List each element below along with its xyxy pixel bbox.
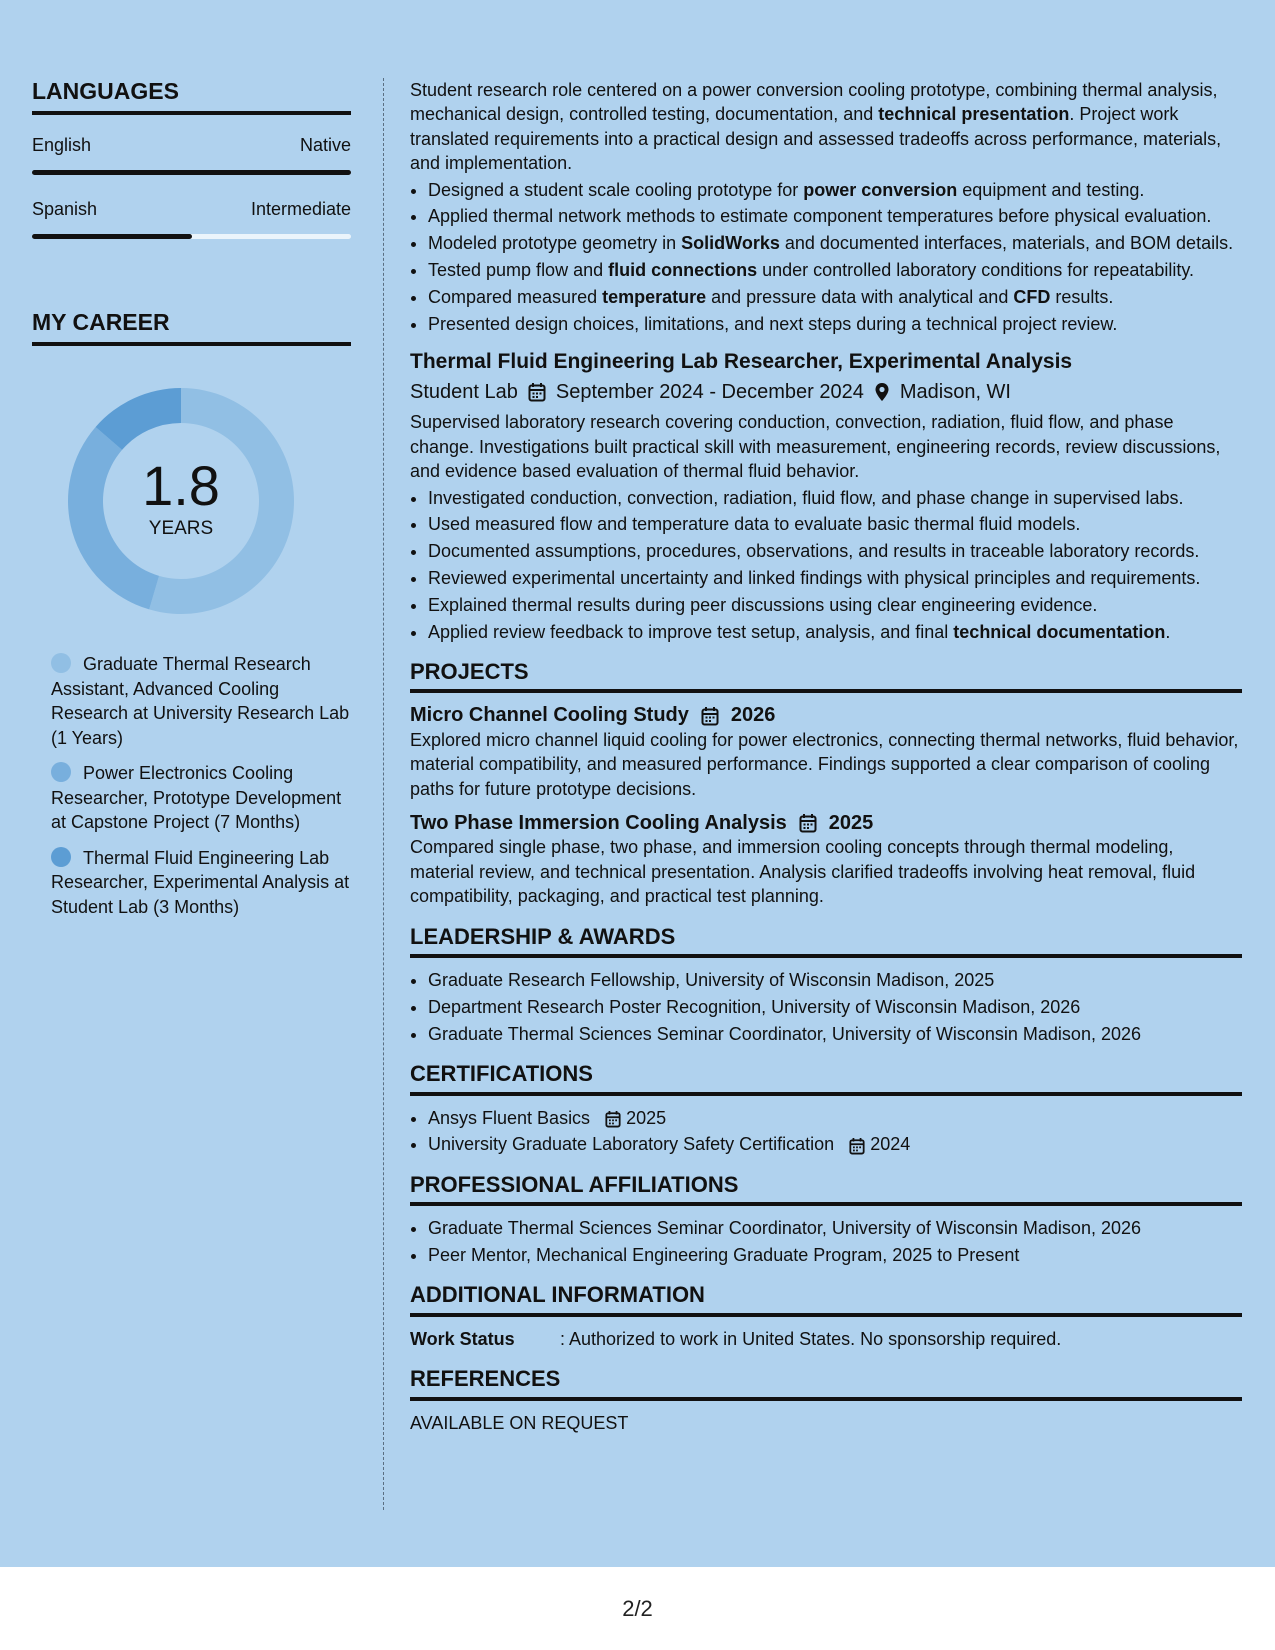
job2-meta bbox=[410, 380, 1242, 404]
leadership-list bbox=[410, 968, 1242, 1046]
affiliations-heading: PROFESSIONAL AFFILIATIONS bbox=[410, 1173, 1242, 1206]
affiliation-item: • Graduate Thermal Sciences Seminar Coordinator, University of Wisconsin Madison, 2026 bbox=[428, 1216, 1242, 1240]
bullet-item: • Tested pump flow and fluid connections under controlled laboratory conditions for repeatability. bbox=[428, 258, 1242, 282]
career-item bbox=[51, 846, 351, 920]
bullet-item: • Compared measured temperature and pressure data with analytical and CFD results. bbox=[428, 285, 1242, 309]
calendar-icon bbox=[605, 1110, 621, 1128]
project-desc: Compared single phase, two phase, and immersion cooling concepts through thermal modeling, material review, and technical presentation. Analysis clarified tradeoffs involving heat removal, fluid compatibility, packaging, and practical test planning. bbox=[410, 837, 1196, 907]
language-item-spanish bbox=[32, 199, 351, 239]
language-bar-fill bbox=[32, 234, 192, 239]
project-desc: Explored micro channel liquid cooling for power electronics, connecting thermal networks, fluid behavior, material compatibility, and measured performance. Findings supported a clear comparison of cooling paths for future prototype decisions. bbox=[410, 729, 1239, 799]
location-pin-icon bbox=[874, 382, 890, 402]
page-number: 2/2 bbox=[622, 1596, 653, 1621]
project-item bbox=[410, 703, 1242, 801]
job-intro: Student research role centered on a power conversion cooling prototype, combining thermal analysis, mechanical design, controlled testing, documentation, and technical presentation. Project work translated requirements into a practical design and assessed tradeoffs across performance, materials, and implementation. bbox=[410, 80, 1222, 174]
project-name: Micro Channel Cooling Study bbox=[410, 704, 689, 727]
work-status-value: : Authorized to work in United States. No sponsorship required. bbox=[560, 1328, 1062, 1349]
certifications-list bbox=[410, 1106, 1242, 1157]
right-column bbox=[410, 78, 1242, 1435]
affiliations-list bbox=[410, 1216, 1242, 1267]
bullet-item: • Investigated conduction, convection, radiation, fluid flow, and phase change in supervised labs. bbox=[428, 486, 1242, 510]
leadership-item: • Graduate Thermal Sciences Seminar Coordinator, University of Wisconsin Madison, 2026 bbox=[428, 1022, 1242, 1046]
bullet-item: • Designed a student scale cooling prototype for power conversion equipment and testing. bbox=[428, 178, 1242, 202]
language-level: Intermediate bbox=[250, 199, 351, 219]
work-status-row bbox=[410, 1327, 1242, 1351]
bullet-item: • Used measured flow and temperature data to evaluate basic thermal fluid models. bbox=[428, 512, 1242, 536]
career-item bbox=[51, 761, 351, 835]
column-divider bbox=[383, 78, 384, 1510]
career-total-unit: YEARS bbox=[148, 518, 214, 539]
language-bar-fill bbox=[32, 170, 351, 175]
bullet-item: • Explained thermal results during peer discussions using clear engineering evidence. bbox=[428, 593, 1242, 617]
legend-dot bbox=[51, 762, 71, 782]
work-status-label: Work Status bbox=[410, 1328, 515, 1349]
certifications-heading: CERTIFICATIONS bbox=[410, 1062, 1242, 1095]
language-bar bbox=[32, 170, 351, 175]
certification-year: 2024 bbox=[870, 1134, 911, 1155]
career-list bbox=[32, 652, 351, 919]
bullet-item: • Applied thermal network methods to estimate component temperatures before physical evaluation. bbox=[428, 204, 1242, 228]
certification-item bbox=[428, 1106, 1242, 1130]
calendar-icon bbox=[799, 813, 817, 833]
languages-heading: LANGUAGES bbox=[32, 78, 351, 115]
job2-dates: September 2024 - December 2024 bbox=[555, 381, 864, 404]
language-name: Spanish bbox=[32, 199, 98, 219]
calendar-icon bbox=[849, 1137, 865, 1155]
legend-dot bbox=[51, 653, 71, 673]
bullet-item: • Modeled prototype geometry in SolidWorks and documented interfaces, materials, and BOM details. bbox=[428, 231, 1242, 255]
job2-company: Student Lab bbox=[410, 381, 518, 404]
project-name: Two Phase Immersion Cooling Analysis bbox=[410, 812, 787, 835]
certification-item bbox=[428, 1132, 1242, 1156]
career-heading: MY CAREER bbox=[32, 309, 351, 346]
job1-bullets bbox=[410, 178, 1242, 336]
leadership-item: • Department Research Poster Recognition, University of Wisconsin Madison, 2026 bbox=[428, 995, 1242, 1019]
career-item-label: Graduate Thermal Research Assistant, Advanced Cooling Research at University Research Lab (1 Years) bbox=[51, 654, 350, 748]
career-item-label: Thermal Fluid Engineering Lab Researcher, Experimental Analysis at Student Lab (3 Months) bbox=[51, 847, 350, 917]
calendar-icon bbox=[528, 382, 546, 402]
career-item bbox=[51, 652, 351, 750]
references-heading: REFERENCES bbox=[410, 1367, 1242, 1400]
project-year: 2026 bbox=[730, 704, 776, 727]
affiliation-item: • Peer Mentor, Mechanical Engineering Graduate Program, 2025 to Present bbox=[428, 1243, 1242, 1267]
job2-bullets bbox=[410, 486, 1242, 644]
job2-location: Madison, WI bbox=[899, 381, 1011, 404]
bullet-item: • Reviewed experimental uncertainty and linked findings with physical principles and requirements. bbox=[428, 566, 1242, 590]
language-level: Native bbox=[299, 135, 351, 155]
certification-name: Ansys Fluent Basics bbox=[428, 1107, 591, 1128]
job2-summary: Supervised laboratory research covering conduction, convection, radiation, fluid flow, and phase change. Investigations built practical skill with measurement, engineering records, review discussions, and evidence based evaluation of thermal fluid behavior. bbox=[410, 412, 1221, 482]
language-item-english bbox=[32, 135, 351, 175]
leadership-item: • Graduate Research Fellowship, University of Wisconsin Madison, 2025 bbox=[428, 968, 1242, 992]
bullet-item: • Presented design choices, limitations, and next steps during a technical project review. bbox=[428, 312, 1242, 336]
career-total-value: 1.8 bbox=[142, 454, 220, 517]
project-year: 2025 bbox=[828, 812, 874, 835]
calendar-icon bbox=[701, 706, 719, 726]
left-column bbox=[32, 78, 351, 930]
career-item-label: Power Electronics Cooling Researcher, Prototype Development at Capstone Project (7 Months) bbox=[51, 763, 342, 832]
projects-heading: PROJECTS bbox=[410, 660, 1242, 693]
job2-title: Thermal Fluid Engineering Lab Researcher, Experimental Analysis bbox=[410, 350, 1073, 374]
career-donut-chart bbox=[66, 386, 296, 616]
leadership-heading: LEADERSHIP & AWARDS bbox=[410, 925, 1242, 958]
certification-year: 2025 bbox=[626, 1107, 667, 1128]
bullet-item: • Documented assumptions, procedures, observations, and results in traceable laboratory records. bbox=[428, 539, 1242, 563]
legend-dot bbox=[51, 847, 71, 867]
references-text: AVAILABLE ON REQUEST bbox=[410, 1412, 629, 1433]
additional-heading: ADDITIONAL INFORMATION bbox=[410, 1283, 1242, 1316]
bullet-item: • Applied review feedback to improve test setup, analysis, and final technical documentation. bbox=[428, 620, 1242, 644]
project-item bbox=[410, 811, 1242, 909]
language-name: English bbox=[32, 135, 92, 155]
language-bar bbox=[32, 234, 351, 239]
certification-name: University Graduate Laboratory Safety Certification bbox=[428, 1134, 835, 1155]
